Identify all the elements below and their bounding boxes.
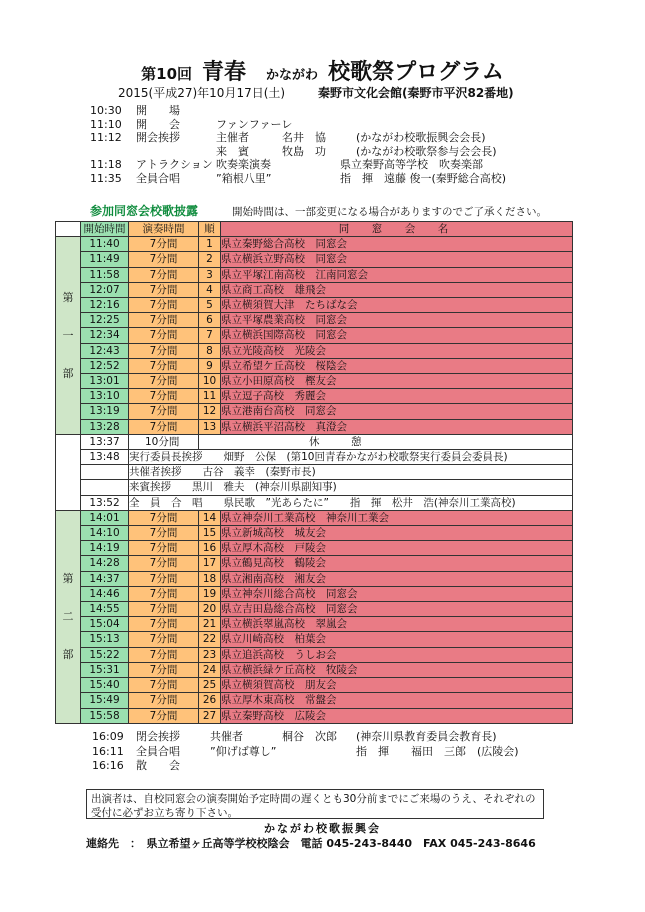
opening-role: 来 賓 (216, 144, 249, 158)
opening-org: 指 揮 遠藤 俊一(秦野総合高校) (340, 172, 507, 185)
table-row (56, 617, 573, 632)
alumni-name: 県立小田原高校 樫友会 (221, 374, 573, 389)
alumni-name: 県立川崎高校 柏葉会 (221, 632, 573, 647)
start-time: 14:01 (81, 510, 129, 525)
alumni-name: 県立神奈川総合高校 同窓会 (221, 586, 573, 601)
intermission-row (56, 465, 573, 480)
opening-label: 開会挨拶 (136, 131, 180, 145)
duration: 7分間 (129, 662, 199, 677)
closing-label: 全員合唱 (136, 744, 180, 758)
closing-time: 16:09 (92, 730, 124, 743)
table-row (56, 510, 573, 525)
duration: 7分間 (129, 267, 199, 282)
start-time: 15:58 (81, 708, 129, 723)
duration: 7分間 (129, 374, 199, 389)
intermission-row (56, 434, 573, 449)
title-seishun: 青春 (202, 60, 247, 85)
order-number: 8 (199, 343, 221, 358)
table-row (56, 282, 573, 297)
intermission-text: 全 員 合 唱 県民歌 ”光あらたに” 指 揮 松井 浩(神奈川工業高校) (129, 495, 573, 510)
alumni-name: 県立横浜国際高校 同窓会 (221, 328, 573, 343)
closing-role: ”仰げば尊し” (210, 744, 277, 758)
start-time: 14:28 (81, 556, 129, 571)
start-time: 11:58 (81, 267, 129, 282)
event-venue: 秦野市文化会館(秦野市平沢82番地) (318, 86, 514, 100)
order-number: 24 (199, 662, 221, 677)
duration: 7分間 (129, 541, 199, 556)
section-title: 参加同窓会校歌披露 (90, 204, 199, 218)
duration: 7分間 (129, 313, 199, 328)
order-number: 27 (199, 708, 221, 723)
order-number: 20 (199, 602, 221, 617)
start-time: 15:13 (81, 632, 129, 647)
alumni-name: 県立横須賀高校 朋友会 (221, 678, 573, 693)
opening-label: 開 会 (136, 117, 180, 131)
order-number: 18 (199, 571, 221, 586)
closing-org: (神奈川県教育委員会教育長) (356, 730, 497, 743)
opening-label: アトラクション (136, 158, 213, 172)
duration: 7分間 (129, 708, 199, 723)
duration: 7分間 (129, 647, 199, 662)
duration: 7分間 (129, 358, 199, 373)
table-row (56, 678, 573, 693)
alumni-name: 県立湘南高校 湘友会 (221, 571, 573, 586)
table-row (56, 252, 573, 267)
closing-name: 桐谷 次郎 (282, 730, 337, 743)
closing-label: 散 会 (136, 759, 180, 772)
order-number: 13 (199, 419, 221, 434)
alumni-name: 県立吉田島総合高校 同窓会 (221, 602, 573, 617)
order-number: 9 (199, 358, 221, 373)
intermission-label: 休 憩 (199, 434, 573, 449)
start-time: 14:19 (81, 541, 129, 556)
table-row (56, 541, 573, 556)
intermission-time: 13:37 (81, 434, 129, 449)
table-row (56, 708, 573, 723)
title-edition: 第10回 (141, 65, 193, 83)
duration: 7分間 (129, 389, 199, 404)
alumni-name: 県立横浜翠嵐高校 翠嵐会 (221, 617, 573, 632)
header-name: 同 窓 会 名 (221, 222, 573, 237)
title-program: 校歌祭プログラム (328, 60, 504, 85)
order-number: 16 (199, 541, 221, 556)
table-row (56, 343, 573, 358)
duration: 7分間 (129, 571, 199, 586)
table-row (56, 571, 573, 586)
start-time: 14:46 (81, 586, 129, 601)
table-row (56, 313, 573, 328)
start-time: 15:31 (81, 662, 129, 677)
duration: 7分間 (129, 526, 199, 541)
alumni-name: 県立秦野総合高校 同窓会 (221, 237, 573, 252)
opening-time: 11:35 (90, 172, 122, 185)
duration: 7分間 (129, 678, 199, 693)
alumni-name: 県立平塚江南高校 江南同窓会 (221, 267, 573, 282)
closing-role: 共催者 (210, 730, 243, 743)
order-number: 4 (199, 282, 221, 297)
closing-time: 16:16 (92, 759, 124, 772)
opening-label: 全員合唱 (136, 172, 180, 185)
start-time: 14:10 (81, 526, 129, 541)
header-blank (56, 222, 81, 237)
start-time: 15:49 (81, 693, 129, 708)
intermission-row (56, 495, 573, 510)
opening-role: ファンファーレ (216, 117, 293, 131)
start-time: 12:34 (81, 328, 129, 343)
part-label-char: 部 (62, 366, 74, 380)
table-header-row (56, 222, 573, 237)
order-number: 19 (199, 586, 221, 601)
duration: 7分間 (129, 419, 199, 434)
header-order: 順 (199, 222, 221, 237)
table-row (56, 647, 573, 662)
part-label-char: 二 (62, 609, 74, 623)
start-time: 12:16 (81, 298, 129, 313)
alumni-name: 県立厚木高校 戸陵会 (221, 541, 573, 556)
opening-time: 11:12 (90, 131, 122, 145)
table-row (56, 404, 573, 419)
alumni-name: 県立光陵高校 光陵会 (221, 343, 573, 358)
opening-org: (かながわ校歌振興会会長) (356, 131, 486, 145)
order-number: 3 (199, 267, 221, 282)
order-number: 7 (199, 328, 221, 343)
table-row (56, 419, 573, 434)
order-number: 21 (199, 617, 221, 632)
duration: 7分間 (129, 556, 199, 571)
header-time: 開始時間 (81, 222, 129, 237)
order-number: 26 (199, 693, 221, 708)
table-row (56, 632, 573, 647)
part-label-char: 一 (62, 328, 74, 342)
order-number: 5 (199, 298, 221, 313)
start-time: 15:04 (81, 617, 129, 632)
opening-time: 11:10 (90, 117, 122, 131)
header-duration: 演奏時間 (129, 222, 199, 237)
duration: 7分間 (129, 282, 199, 297)
table-row (56, 389, 573, 404)
alumni-name: 県立追浜高校 うしお会 (221, 647, 573, 662)
table-row (56, 358, 573, 373)
start-time: 14:55 (81, 602, 129, 617)
start-time: 11:49 (81, 252, 129, 267)
intermission-text: 来賓挨拶 黒川 雅夫 (神奈川県副知事) (129, 480, 573, 495)
title-kanagawa: かながわ (266, 68, 319, 83)
section-note: 開始時間は、一部変更になる場合がありますのでご了承ください。 (232, 206, 547, 218)
alumni-name: 県立平塚農業高校 同窓会 (221, 313, 573, 328)
start-time: 12:52 (81, 358, 129, 373)
order-number: 10 (199, 374, 221, 389)
alumni-name: 県立希望ケ丘高校 桜陰会 (221, 358, 573, 373)
contact-info: 連絡先 ： 県立希望ヶ丘高等学校校陰会 電話 045-243-8440 FAX 045-243-8646 (86, 837, 536, 850)
order-number: 2 (199, 252, 221, 267)
duration: 7分間 (129, 298, 199, 313)
intermission-text: 共催者挨拶 古谷 義幸 (秦野市長) (129, 465, 573, 480)
intermission-row (56, 480, 573, 495)
start-time: 13:10 (81, 389, 129, 404)
alumni-name: 県立逗子高校 秀麗会 (221, 389, 573, 404)
duration: 7分間 (129, 237, 199, 252)
intermission-time: 13:52 (81, 495, 129, 510)
intermission-time (81, 480, 129, 495)
alumni-name: 県立新城高校 城友会 (221, 526, 573, 541)
alumni-name: 県立横須賀大津 たちばな会 (221, 298, 573, 313)
intermission-text: 実行委員長挨拶 畑野 公保 (第10回青春かながわ校歌祭実行委員会委員長) (129, 450, 573, 465)
table-row (56, 237, 573, 252)
opening-time: 11:18 (90, 158, 122, 172)
intermission-time: 13:48 (81, 450, 129, 465)
order-number: 6 (199, 313, 221, 328)
order-number: 14 (199, 510, 221, 525)
alumni-name: 県立横浜平沼高校 真澄会 (221, 419, 573, 434)
start-time: 12:07 (81, 282, 129, 297)
table-row (56, 586, 573, 601)
duration: 7分間 (129, 602, 199, 617)
duration: 7分間 (129, 632, 199, 647)
table-row (56, 693, 573, 708)
intermission-row (56, 450, 573, 465)
order-number: 11 (199, 389, 221, 404)
duration: 7分間 (129, 693, 199, 708)
start-time: 13:01 (81, 374, 129, 389)
part-label-cell (56, 510, 81, 723)
order-number: 23 (199, 647, 221, 662)
order-number: 12 (199, 404, 221, 419)
start-time: 13:28 (81, 419, 129, 434)
part-label-cell (56, 237, 81, 435)
part-label-char: 部 (62, 647, 74, 661)
order-number: 22 (199, 632, 221, 647)
intermission-time (81, 465, 129, 480)
alumni-name: 県立商工高校 雄飛会 (221, 282, 573, 297)
table-row (56, 602, 573, 617)
opening-role: 主催者 (216, 131, 249, 145)
order-number: 1 (199, 237, 221, 252)
alumni-name: 県立神奈川工業高校 神奈川工業会 (221, 510, 573, 525)
alumni-name: 県立厚木東高校 常盤会 (221, 693, 573, 708)
start-time: 11:40 (81, 237, 129, 252)
organizer: かながわ校歌振興会 (264, 822, 381, 835)
alumni-name: 県立鶴見高校 鶴陵会 (221, 556, 573, 571)
duration: 7分間 (129, 617, 199, 632)
alumni-name: 県立秦野高校 広陵会 (221, 708, 573, 723)
event-date: 2015(平成27)年10月17日(土) (118, 86, 286, 100)
table-row (56, 526, 573, 541)
table-row (56, 374, 573, 389)
start-time: 15:40 (81, 678, 129, 693)
duration: 7分間 (129, 404, 199, 419)
duration: 7分間 (129, 586, 199, 601)
order-number: 25 (199, 678, 221, 693)
part-label-char: 第 (62, 571, 74, 585)
part-label-char: 第 (62, 290, 74, 304)
order-number: 15 (199, 526, 221, 541)
start-time: 15:22 (81, 647, 129, 662)
opening-org: (かながわ校歌祭参与会会長) (356, 144, 497, 158)
program-table (55, 221, 573, 724)
table-row (56, 662, 573, 677)
duration: 7分間 (129, 343, 199, 358)
table-row (56, 328, 573, 343)
opening-time: 10:30 (90, 104, 122, 117)
closing-time: 16:11 (92, 744, 124, 758)
start-time: 14:37 (81, 571, 129, 586)
table-row (56, 298, 573, 313)
closing-org: 指 揮 福田 三郎 (広陵会) (356, 744, 519, 758)
opening-role: ”箱根八里” (216, 172, 272, 185)
opening-role: 吹奏楽演奏 (216, 158, 271, 172)
intermission-duration: 10分間 (129, 434, 199, 449)
alumni-name: 県立横浜緑ケ丘高校 牧陵会 (221, 662, 573, 677)
page-title (0, 55, 645, 86)
opening-label: 開 場 (136, 104, 180, 117)
opening-name: 牧島 功 (282, 144, 326, 158)
duration: 7分間 (129, 328, 199, 343)
start-time: 12:25 (81, 313, 129, 328)
start-time: 13:19 (81, 404, 129, 419)
opening-org: 県立秦野高等学校 吹奏楽部 (340, 158, 483, 172)
table-row (56, 267, 573, 282)
alumni-name: 県立港南台高校 同窓会 (221, 404, 573, 419)
alumni-name: 県立横浜立野高校 同窓会 (221, 252, 573, 267)
duration: 7分間 (129, 510, 199, 525)
notice-box: 出演者は、自校同窓会の演奏開始予定時間の遅くとも30分前までにご来場のうえ、それぞれの受付に必ずお立ち寄り下さい。 (86, 789, 544, 819)
order-number: 17 (199, 556, 221, 571)
start-time: 12:43 (81, 343, 129, 358)
intermission-spacer (56, 434, 81, 510)
duration: 7分間 (129, 252, 199, 267)
closing-label: 閉会挨拶 (136, 730, 180, 743)
opening-name: 名井 協 (282, 131, 326, 145)
table-row (56, 556, 573, 571)
